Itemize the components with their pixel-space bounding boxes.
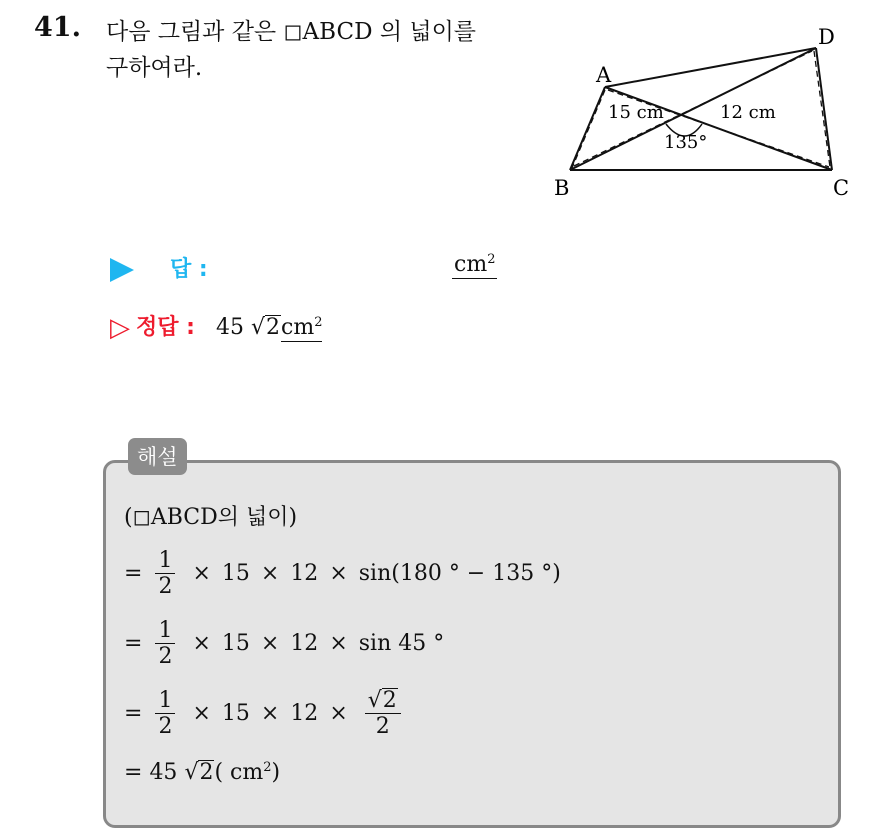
diagonal-ac (605, 87, 832, 170)
value-12: 12 (290, 700, 319, 726)
final-unit-open: ( cm (214, 760, 264, 785)
edge-cd (816, 48, 832, 170)
play-triangle-icon (110, 258, 134, 282)
edge-ab (570, 87, 605, 170)
equals-sign: = (124, 630, 143, 656)
edge-da (605, 48, 816, 87)
question-number: 41. (34, 12, 81, 43)
question-line-2: 구하여라. (106, 55, 203, 81)
diagonal-ac-length: 15 cm (608, 102, 664, 123)
value-12: 12 (290, 630, 319, 656)
correct-radicand: 2 (266, 315, 280, 340)
sine-45: sin 45 ° (358, 630, 445, 656)
equals-sign: = (124, 700, 143, 726)
times-sign: × (192, 630, 211, 656)
fraction-sqrt2-over-2 (365, 688, 401, 740)
equals-sign: = (124, 760, 143, 785)
fraction-denominator: 2 (158, 644, 173, 670)
diagonal-bd-length: 12 cm (720, 102, 776, 123)
equals-sign: = (124, 560, 143, 586)
correct-unit: cm (281, 315, 315, 340)
fraction-numerator: 1 (155, 688, 175, 714)
correct-answer-row (110, 310, 322, 343)
correct-coef: 45 (215, 315, 244, 340)
outline-triangle-icon: ▷ (110, 313, 130, 343)
angle-value: 135° (664, 132, 708, 153)
final-unit-close: ) (271, 760, 281, 785)
solution-line-2 (124, 548, 561, 600)
final-coef: 45 (149, 760, 178, 785)
answer-label: 답 : (170, 257, 208, 282)
times-sign: × (329, 700, 348, 726)
fraction-half (155, 548, 175, 600)
solution-line-1: (◻ABCD의 넓이) (124, 505, 298, 530)
value-15: 15 (221, 630, 250, 656)
sqrt-symbol: √2 (184, 760, 214, 785)
times-sign: × (260, 560, 280, 586)
vertex-label-c: C (833, 176, 850, 200)
value-15: 15 (221, 700, 250, 726)
solution-line-5 (124, 760, 280, 785)
dashed-a-b (572, 90, 605, 168)
dashed-d-c (814, 51, 830, 167)
times-sign: × (329, 560, 348, 586)
final-unit-exponent: 2 (263, 760, 272, 775)
answer-unit-exponent: 2 (487, 252, 496, 267)
value-12: 12 (290, 560, 319, 586)
fraction-denominator: 2 (375, 714, 390, 740)
times-sign: × (192, 700, 211, 726)
times-sign: × (329, 630, 348, 656)
fraction-denominator: 2 (158, 714, 173, 740)
fraction-numerator: 1 (155, 618, 175, 644)
solution-line-4 (124, 688, 407, 740)
times-sign: × (260, 630, 280, 656)
solution-tag: 해설 (128, 438, 187, 475)
solution-line-3 (124, 618, 444, 670)
radicand: 2 (382, 688, 397, 713)
times-sign: × (192, 560, 211, 586)
final-radicand: 2 (199, 760, 214, 785)
answer-row (110, 252, 208, 283)
fraction-numerator (365, 688, 401, 714)
times-sign: × (260, 700, 280, 726)
vertex-label-a: A (596, 63, 612, 87)
sqrt-symbol: √2 (250, 315, 280, 340)
quadrilateral-figure (550, 20, 860, 205)
fraction-numerator: 1 (155, 548, 175, 574)
correct-answer-label: 정답 : (136, 315, 195, 340)
value-15: 15 (221, 560, 250, 586)
fraction-denominator: 2 (158, 574, 173, 600)
answer-blank[interactable] (452, 252, 497, 279)
correct-unit-underline (281, 315, 322, 342)
question-line-1: 다음 그림과 같은 ◻ABCD 의 넓이를 (106, 19, 477, 45)
fraction-half (155, 618, 175, 670)
answer-unit: cm (454, 252, 488, 277)
vertex-label-d: D (818, 25, 835, 49)
question-text (106, 14, 546, 86)
sine-expression: sin(180 ° − 135 °) (358, 560, 561, 586)
sqrt-symbol: √2 (367, 688, 397, 713)
vertex-label-b: B (554, 176, 570, 200)
correct-unit-exponent: 2 (314, 315, 323, 330)
correct-answer-value (216, 315, 323, 340)
fraction-half (155, 688, 175, 740)
